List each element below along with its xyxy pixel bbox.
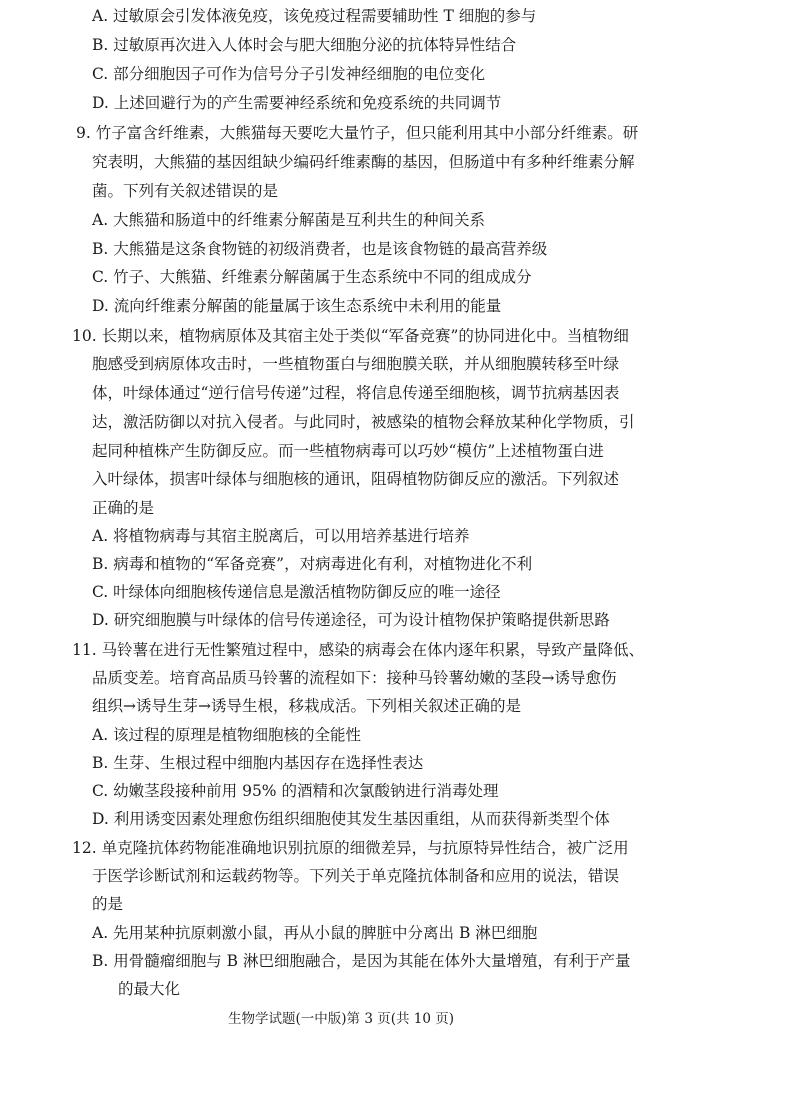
q9-stem-line: 9. 竹子富含纤维素，大熊猫每天要吃大量竹子，但只能利用其中小部分纤维素。研 (76, 124, 639, 142)
q10-stem-line: 正确的是 (92, 499, 155, 517)
q10-stem-line: 达，激活防御以对抗入侵者。与此同时，被感染的植物会释放某种化学物质，引 (92, 413, 635, 431)
page-footer: 生物学试题(一中版)第 3 页(共 10 页) (228, 1011, 454, 1027)
q8-option-b: B. 过敏原再次进入人体时会与肥大细胞分泌的抗体特异性结合 (92, 36, 517, 54)
q10-option-c: C. 叶绿体向细胞核传递信息是激活植物防御反应的唯一途径 (92, 583, 501, 601)
q9-option-c: C. 竹子、大熊猫、纤维素分解菌属于生态系统中不同的组成成分 (92, 268, 532, 286)
q9-option-d: D. 流向纤维素分解菌的能量属于该生态系统中未利用的能量 (92, 297, 502, 315)
q10-option-b: B. 病毒和植物的“军备竞赛”，对病毒进化有利，对植物进化不利 (92, 555, 533, 573)
q12-option-b-cont: 的最大化 (118, 980, 181, 998)
q12-option-a: A. 先用某种抗原刺激小鼠，再从小鼠的脾脏中分离出 B 淋巴细胞 (92, 924, 538, 942)
q11-stem-line: 品质变差。培育高品质马铃薯的流程如下：接种马铃薯幼嫩的茎段→诱导愈伤 (92, 669, 617, 687)
q8-option-d: D. 上述回避行为的产生需要神经系统和免疫系统的共同调节 (92, 94, 502, 112)
q11-stem-line: 组织→诱导生芽→诱导生根，移栽成活。下列相关叙述正确的是 (92, 697, 521, 715)
q10-stem-line: 10. 长期以来，植物病原体及其宿主处于类似“军备竞赛”的协同进化中。当植物细 (72, 327, 629, 345)
q11-stem-line: 11. 马铃薯在进行无性繁殖过程中，感染的病毒会在体内逐年积累，导致产量降低、 (72, 641, 645, 659)
q9-stem-line: 究表明，大熊猫的基因组缺少编码纤维素酶的基因，但肠道中有多种纤维素分解 (92, 153, 635, 171)
q10-stem-line: 起同种植株产生防御反应。而一些植物病毒可以巧妙“模仿”上述植物蛋白进 (92, 442, 604, 460)
q8-option-a: A. 过敏原会引发体液免疫，该免疫过程需要辅助性 T 细胞的参与 (92, 7, 537, 25)
q12-stem-line: 的是 (92, 895, 124, 913)
q10-stem-line: 体，叶绿体通过“逆行信号传递”过程，将信息传递至细胞核，调节抗病基因表 (92, 384, 620, 402)
q12-stem-line: 于医学诊断试剂和运载药物等。下列关于单克隆抗体制备和应用的说法，错误 (92, 867, 620, 885)
q11-option-a: A. 该过程的原理是植物细胞核的全能性 (92, 726, 362, 744)
q11-option-b: B. 生芽、生根过程中细胞内基因存在选择性表达 (92, 754, 424, 772)
q10-option-a: A. 将植物病毒与其宿主脱离后，可以用培养基进行培养 (92, 527, 470, 545)
q10-stem-line: 入叶绿体，损害叶绿体与细胞核的通讯，阻碍植物防御反应的激活。下列叙述 (92, 470, 620, 488)
q11-option-d: D. 利用诱变因素处理愈伤组织细胞使其发生基因重组，从而获得新类型个体 (92, 810, 610, 828)
q9-option-b: B. 大熊猫是这条食物链的初级消费者，也是该食物链的最高营养级 (92, 240, 548, 258)
q8-option-c: C. 部分细胞因子可作为信号分子引发神经细胞的电位变化 (92, 65, 486, 83)
q12-stem-line: 12. 单克隆抗体药物能准确地识别抗原的细微差异，与抗原特异性结合，被广泛用 (72, 839, 629, 857)
q10-option-d: D. 研究细胞膜与叶绿体的信号传递途径，可为设计植物保护策略提供新思路 (92, 611, 610, 629)
q9-stem-line: 菌。下列有关叙述错误的是 (92, 182, 279, 200)
q9-option-a: A. 大熊猫和肠道中的纤维素分解菌是互利共生的种间关系 (92, 211, 486, 229)
q12-option-b: B. 用骨髓瘤细胞与 B 淋巴细胞融合，是因为其能在体外大量增殖，有利于产量 (92, 952, 631, 970)
q10-stem-line: 胞感受到病原体攻击时，一些植物蛋白与细胞膜关联，并从细胞膜转移至叶绿 (92, 355, 620, 373)
q11-option-c: C. 幼嫩茎段接种前用 95% 的酒精和次氯酸钠进行消毒处理 (92, 782, 499, 800)
